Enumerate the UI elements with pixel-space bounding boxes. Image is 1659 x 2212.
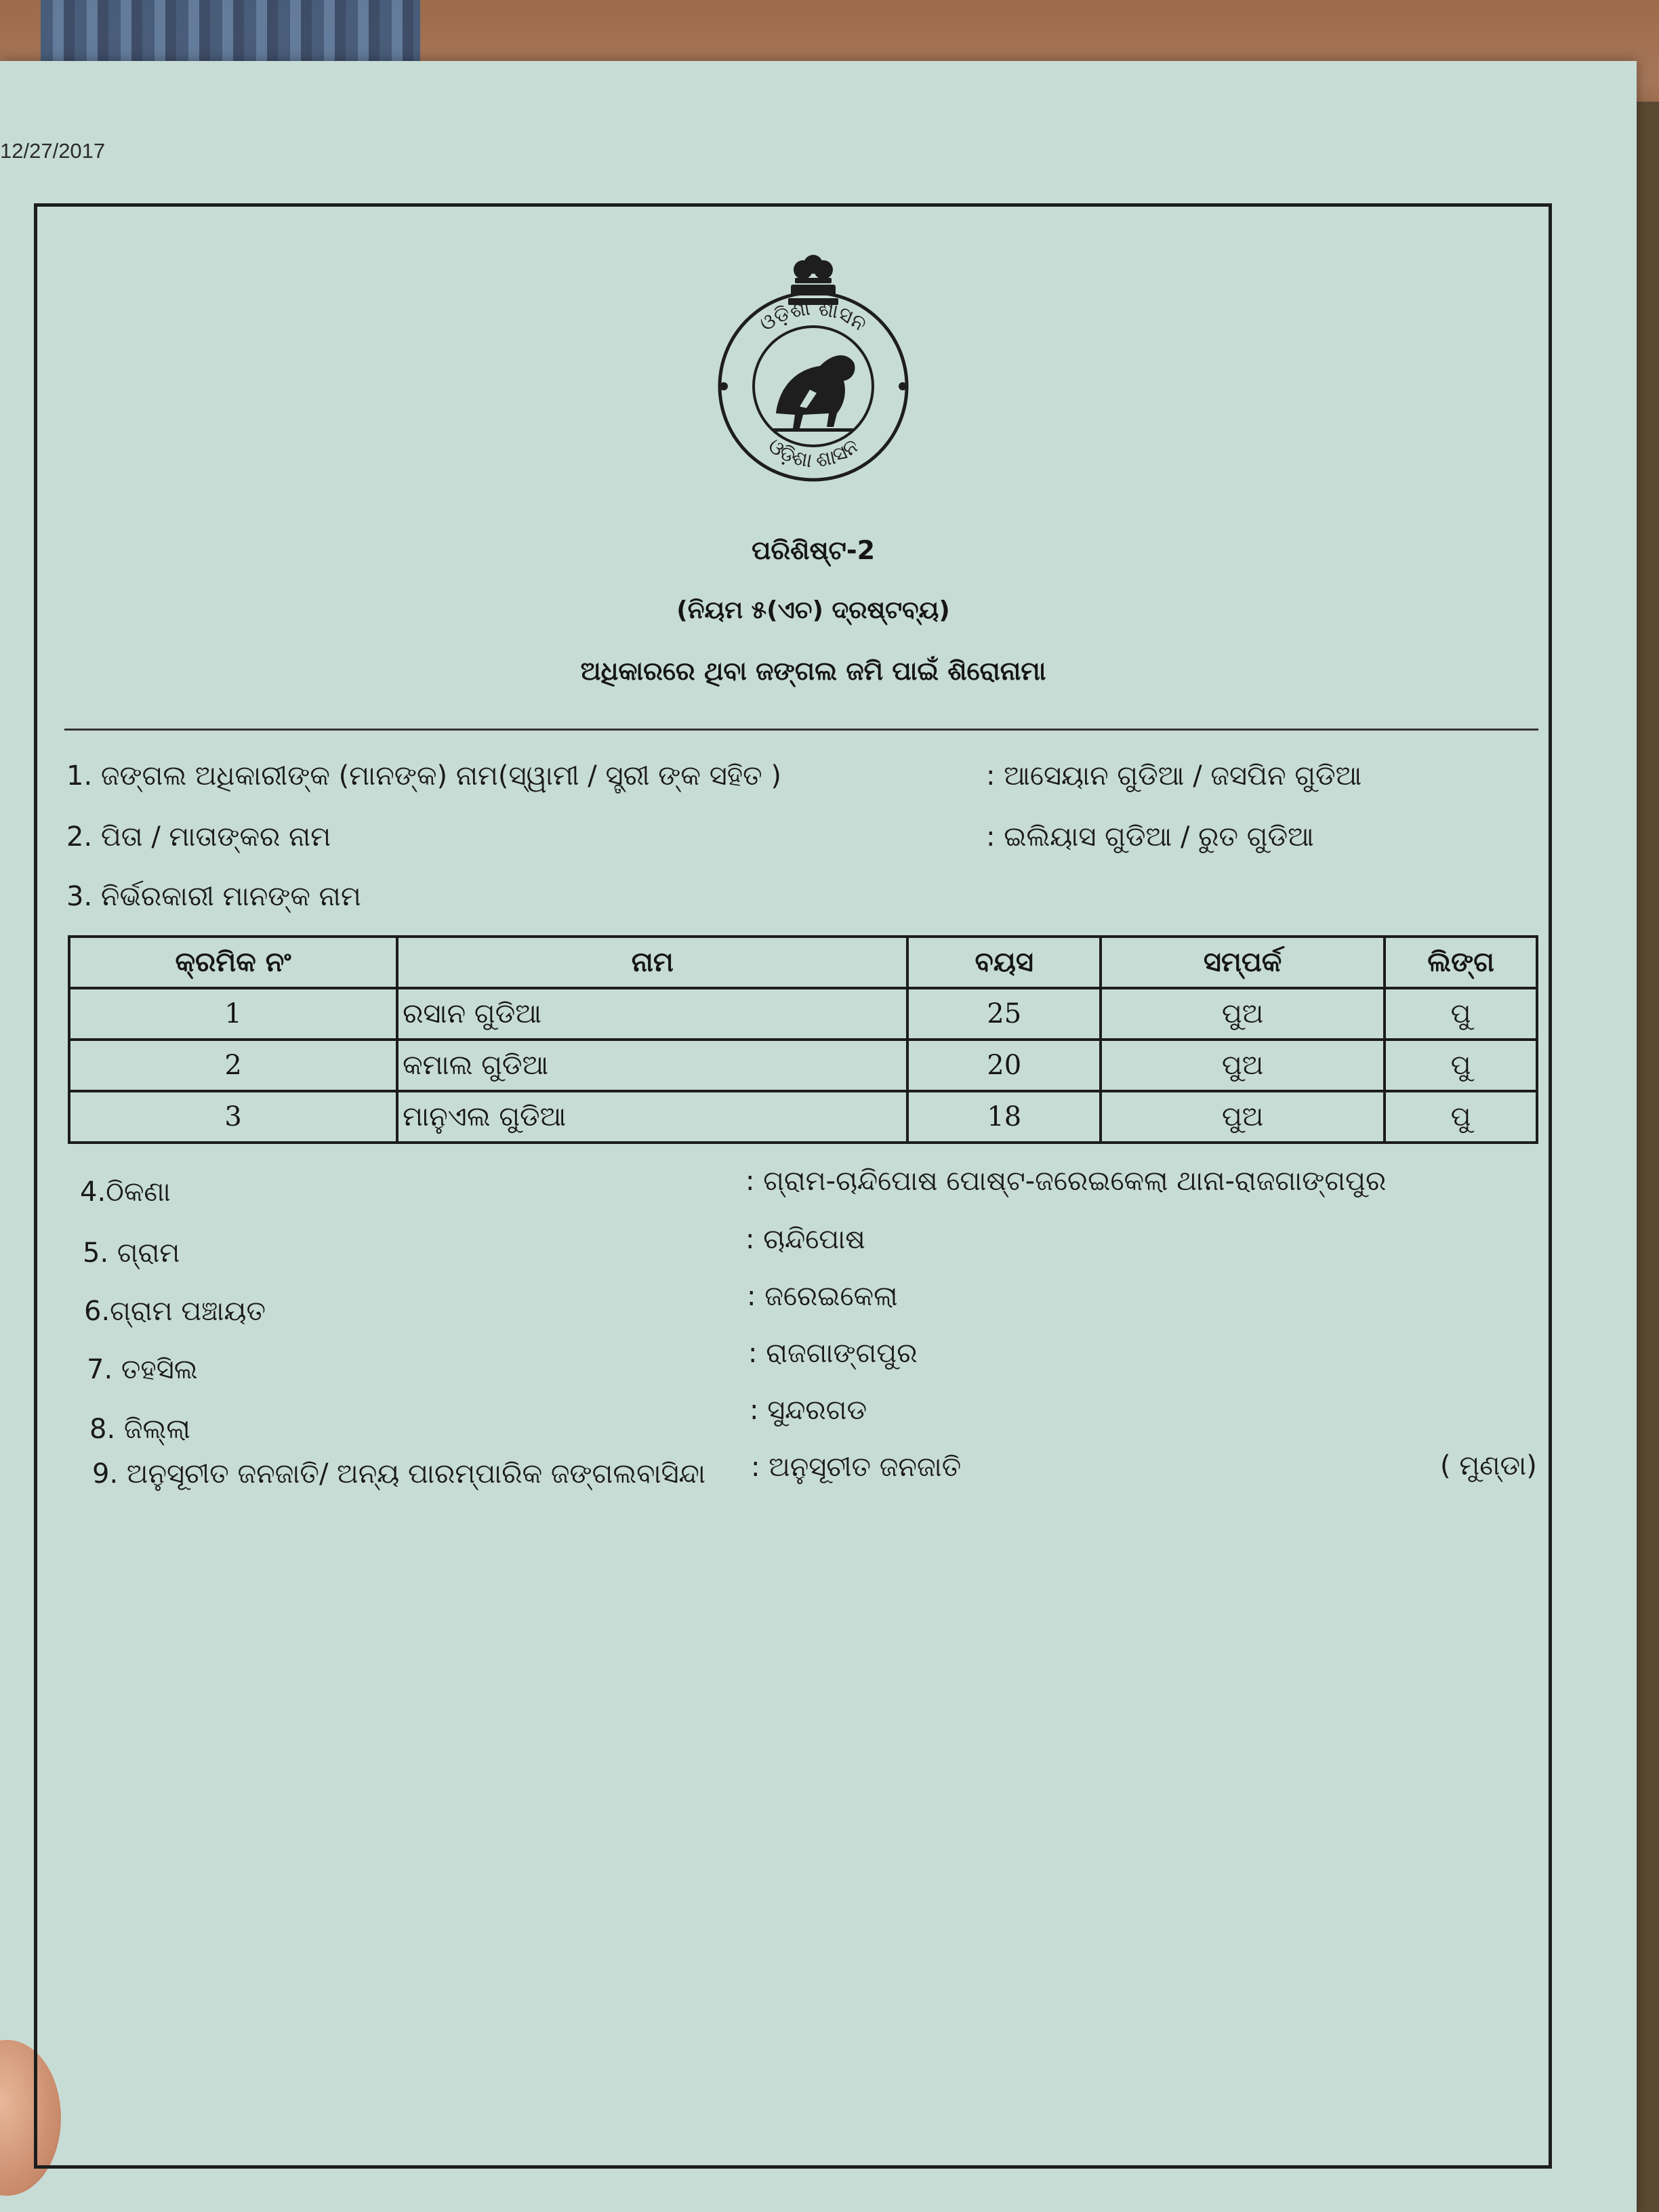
emblem-bottom-text: ଓଡ଼ିଶା ଶାସନ — [763, 434, 863, 473]
column-header-relation: ସମ୍ପର୍କ — [1101, 937, 1385, 988]
field-label-village: 5. ଗ୍ରାମ — [83, 1237, 180, 1269]
tribe-name-note: ( ମୁଣ୍ଡା) — [1440, 1450, 1537, 1481]
table-row — [69, 1091, 1537, 1143]
dependents-table — [68, 935, 1538, 1144]
print-date: 12/27/2017 — [0, 139, 106, 163]
cell-name: କମାଲ ଗୁଡିଆ — [397, 1040, 907, 1091]
column-header-age: ବୟସ — [907, 937, 1101, 988]
cell-relation: ପୁଅ — [1101, 1040, 1385, 1091]
field-value-tribe-category: : ଅନୁସୂଚୀତ ଜନଜାତି — [751, 1452, 962, 1483]
field-label-dependents: 3. ନିର୍ଭରକାରୀ ମାନଙ୍କ ନାମ — [66, 881, 361, 912]
cell-gender: ପୁ — [1385, 988, 1537, 1040]
cell-relation: ପୁଅ — [1101, 1091, 1385, 1143]
field-label-address: 4.ଠିକଣା — [80, 1176, 171, 1208]
field-label-parents: 2. ପିତା / ମାତାଙ୍କର ନାମ — [66, 821, 331, 853]
field-value-gram-panchayat: : ଜରେଇକେଲା — [747, 1281, 898, 1312]
field-label-forest-rights-holder: 1. ଜଙ୍ଗଲ ଅଧିକାରୀଙ୍କ (ମାନଙ୍କ) ନାମ(ସ୍ୱାମୀ / ସ୍ତ୍ରୀ ଙ୍କ ସହିତ ) — [66, 760, 781, 792]
column-header-name: ନାମ — [397, 937, 907, 988]
field-label-tribe-category: 9. ଅନୁସୂଚୀତ ଜନଜାତି/ ଅନ୍ୟ ପାରମ୍ପାରିକ ଜଙ୍ଗଲବାସିନ୍ଦା — [92, 1458, 705, 1490]
column-header-serial: କ୍ରମିକ ନଂ — [69, 937, 397, 988]
field-value-parents: : ଇଲିୟାସ ଗୁଡିଆ / ରୁତ ଗୁଡିଆ — [986, 821, 1314, 853]
field-value-forest-rights-holder: : ଆସେୟାନ ଗୁଡିଆ / ଜସପିନ ଗୁଡିଆ — [986, 760, 1362, 792]
header-divider — [64, 729, 1538, 731]
table-row — [69, 1040, 1537, 1091]
field-value-district: : ସୁନ୍ଦରଗଡ — [750, 1395, 867, 1426]
konark-horse-icon — [773, 355, 855, 432]
cell-serial: 3 — [69, 1091, 397, 1143]
field-label-district: 8. ଜିଲ୍ଲା — [89, 1414, 190, 1445]
emblem-top-text: ଓଡ଼ିଶା ଶାସନ — [755, 296, 872, 337]
rule-reference: (ନିୟମ ୫(ଏଚ) ଦ୍ରଷ୍ଟବ୍ୟ) — [676, 596, 950, 624]
cell-age: 25 — [907, 988, 1101, 1040]
cell-age: 18 — [907, 1091, 1101, 1143]
column-header-gender: ଲିଙ୍ଗ — [1385, 937, 1537, 988]
field-value-village: : ଚାନ୍ଦିପୋଷ — [745, 1224, 865, 1255]
odisha-government-emblem — [708, 251, 918, 508]
field-value-tahasil: : ରାଜଗାଙ୍ଗପୁର — [748, 1338, 918, 1369]
appendix-title: ପରିଶିଷ୍ଟ-2 — [751, 535, 876, 565]
cell-gender: ପୁ — [1385, 1091, 1537, 1143]
cell-serial: 1 — [69, 988, 397, 1040]
document-title: ଅଧିକାରରେ ଥିବା ଜଙ୍ଗଲ ଜମି ପାଇଁ ଶିରୋନାମା — [580, 656, 1046, 686]
svg-text:ଓଡ଼ିଶା ଶାସନ — [763, 434, 863, 473]
cell-name: ରସାନ ଗୁଡିଆ — [397, 988, 907, 1040]
cell-relation: ପୁଅ — [1101, 988, 1385, 1040]
cell-serial: 2 — [69, 1040, 397, 1091]
field-value-address: : ଗ୍ରାମ-ଚାନ୍ଦିପୋଷ ପୋଷ୍ଟ-ଜରେଇକେଲା ଥାନା-ରାଜଗାଙ୍ଗପୁର — [745, 1166, 1387, 1197]
field-label-gram-panchayat: 6.ଗ୍ରାମ ପଞ୍ଚାୟତ — [84, 1296, 266, 1327]
table-row — [69, 988, 1537, 1040]
table-header-row — [69, 937, 1537, 988]
cell-age: 20 — [907, 1040, 1101, 1091]
field-label-tahasil: 7. ତହସିଲ — [87, 1354, 198, 1385]
cell-gender: ପୁ — [1385, 1040, 1537, 1091]
cell-name: ମାନୁଏଲ ଗୁଡିଆ — [397, 1091, 907, 1143]
